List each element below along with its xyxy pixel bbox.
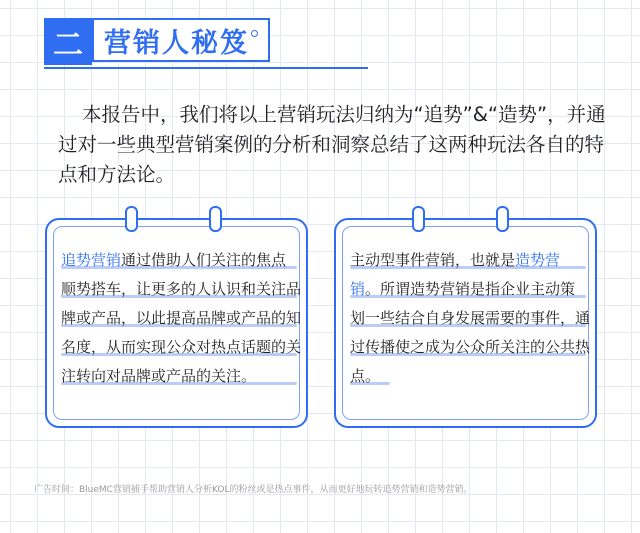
highlight-term: 追势营销 <box>61 251 122 269</box>
section-title-box <box>92 18 270 62</box>
card-trend-making <box>334 218 597 428</box>
section-header <box>44 18 276 65</box>
binder-ring-icon <box>125 206 138 232</box>
binder-ring-icon <box>496 206 509 232</box>
card-body-before: 主动型事件营销，也就是 <box>350 251 516 269</box>
intro-paragraph <box>58 100 608 190</box>
highlight-term: 造势营销 <box>350 251 561 298</box>
section-title: 营销人秘笈 <box>104 27 249 59</box>
card-trend-following <box>45 218 308 428</box>
footnote: 广告时间：BlueMC营销捕手帮助营销人分析KOL的粉丝或是热点事件，从而更好地玩转追势营销和造势营销。 <box>34 485 473 495</box>
card-text <box>350 246 590 391</box>
card-text <box>61 246 301 391</box>
binder-ring-icon <box>412 206 425 232</box>
circle-dot-icon <box>251 30 258 37</box>
card-body-after: 。所谓造势营销是指企业主动策划一些结合自身发展需要的事件，通过传播使之成为公众所关注的公共热点。 <box>350 280 591 385</box>
binder-ring-icon <box>209 206 222 232</box>
section-number: 二 <box>44 18 92 65</box>
intro-text: 本报告中，我们将以上营销玩法归纳为“追势”&“造势”，并通过对一些典型营销案例的分析和洞察总结了这两种玩法各自的特点和方法论。 <box>58 103 606 186</box>
header-underline <box>44 67 368 69</box>
card-body: 通过借助人们关注的焦点顺势搭车，让更多的人认识和关注品牌或产品，以此提高品牌或产品的知名度，从而实现公众对热点话题的关注转向对品牌或产品的关注。 <box>61 251 302 385</box>
